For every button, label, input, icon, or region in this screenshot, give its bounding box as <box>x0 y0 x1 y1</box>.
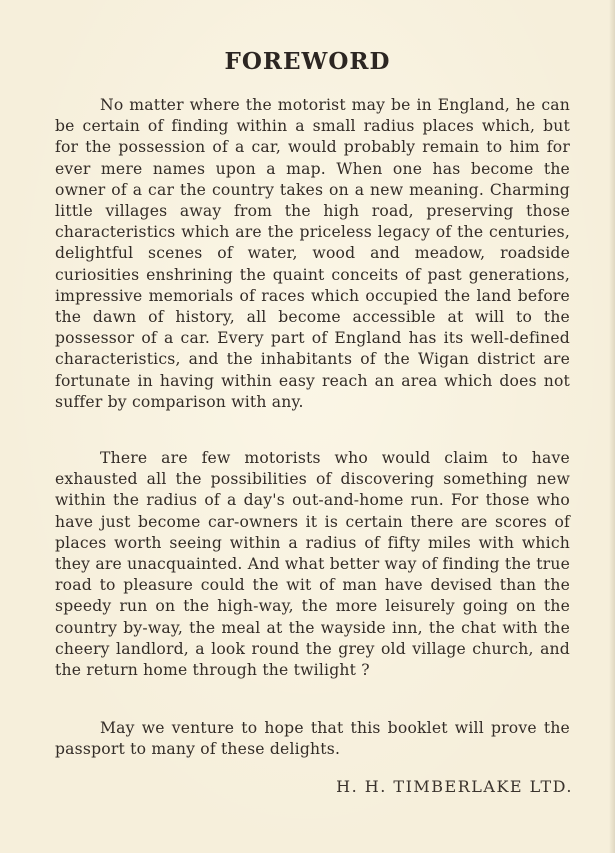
page-title: FOREWORD <box>224 48 391 75</box>
signature: H. H. TIMBERLAKE LTD. <box>336 777 573 796</box>
page-edge-shadow <box>609 0 615 853</box>
paragraph-3: May we venture to hope that this booklet will prove the passport to many of these delights. <box>55 719 570 759</box>
paragraph-2: There are few motorists who would claim to have exhausted all the possibilities of discovering something new within the radius of a day's out-and-home run. For those who have just become car-owners it is certain there are scores of places worth seeing within a radius of fifty miles with which they are unacquainted. And what better way of finding the true road to pleasure could the wit of man have devised than the speedy run on the high-way, the more leisurely going on the country by-way, the meal at the wayside inn, the chat with the cheery landlord, a look round the grey old village church, and the return home through the twilight ? <box>55 449 570 680</box>
paragraph-1: No matter where the motorist may be in England, he can be certain of finding within a small radius places which, but for the possession of a car, would probably remain to him for ever mere names upon a map. When one has become the owner of a car the country takes on a new meaning. Charming little villages away from the high road, preserving those characteristics which are the priceless legacy of the centuries, delightful scenes of water, wood and meadow, roadside curiosities enshrining the quaint conceits of past generations, impressive memorials of races which occupied the land before the dawn of history, all become accessible at will to the possessor of a car. Every part of England has its well-defined characteristics, and the inhabitants of the Wigan district are fortunate in having within easy reach an area which does not suffer by comparison with any. <box>55 96 570 411</box>
